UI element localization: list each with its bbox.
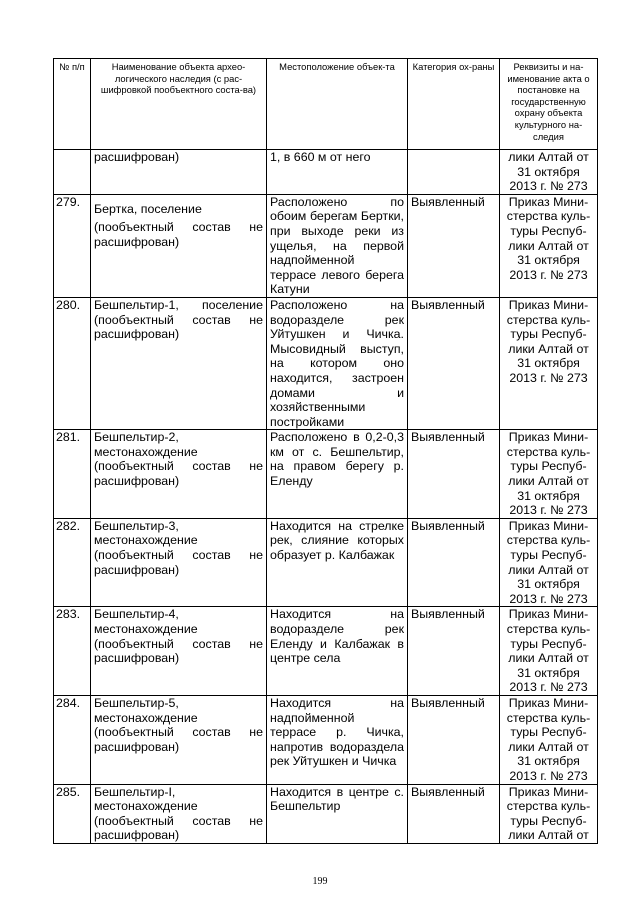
header-name: Наименование объекта архео-логического наследия (с рас-шифровкой пообъектного соста-ва) bbox=[91, 59, 267, 150]
cell-name: Бешпельтир-5, местонахождение (пообъектный состав не расшифрован) bbox=[91, 695, 267, 784]
header-num: № п/п bbox=[54, 59, 91, 150]
cell-name: расшифрован) bbox=[91, 150, 267, 195]
cell-name: Бешпельтир-1, поселение (пообъектный состав не расшифрован) bbox=[91, 297, 267, 429]
cell-requisites: Приказ Мини- стерства куль- туры Респуб- лики Алтай от 31 октября 2013 г. № 273 bbox=[500, 518, 598, 607]
cell-category: Выявленный bbox=[408, 518, 500, 607]
cell-requisites: Приказ Мини- стерства куль- туры Респуб- лики Алтай от 31 октября 2013 г. № 273 bbox=[500, 430, 598, 519]
cell-location: Находится на надпойменной террасе р. Чичка, напротив водораздела рек Уйтушкен и Чичка bbox=[267, 695, 408, 784]
cell-num: 281. bbox=[54, 430, 91, 519]
cell-category: Выявленный bbox=[408, 607, 500, 696]
heritage-objects-table bbox=[53, 58, 598, 844]
cell-category: Выявленный bbox=[408, 695, 500, 784]
cell-num: 284. bbox=[54, 695, 91, 784]
table-row-continuation bbox=[54, 150, 598, 195]
table-row bbox=[54, 430, 598, 519]
cell-location: Находится на стрелке рек, слияние которых образует р. Калбажак bbox=[267, 518, 408, 607]
cell-location: 1, в 660 м от него bbox=[267, 150, 408, 195]
page-number: 199 bbox=[312, 876, 328, 887]
cell-location: Расположено по обоим берегам Бертки, при выходе реки из ущелья, на первой надпойменной террасе левого берега Катуни bbox=[267, 194, 408, 297]
cell-num: 283. bbox=[54, 607, 91, 696]
cell-requisites: Приказ Мини- стерства куль- туры Респуб- лики Алтай от 31 октября 2013 г. № 273 bbox=[500, 194, 598, 297]
cell-requisites: лики Алтай от 31 октября 2013 г. № 273 bbox=[500, 150, 598, 195]
cell-name: Бешпельтир-2, местонахождение (пообъектный состав не расшифрован) bbox=[91, 430, 267, 519]
cell-name: Бешпельтир-I, местонахождение (пообъектный состав не расшифрован) bbox=[91, 784, 267, 843]
cell-requisites: Приказ Мини- стерства куль- туры Респуб- лики Алтай от 31 октября 2013 г. № 273 bbox=[500, 695, 598, 784]
cell-location: Находится в центре с. Бешпельтир bbox=[267, 784, 408, 843]
cell-category: Выявленный bbox=[408, 784, 500, 843]
cell-location: Расположено на водоразделе рек Уйтушкен и Чичка. Мысовидный выступ, на котором оно находится, застроен домами и хозяйственными постройками bbox=[267, 297, 408, 429]
cell-location: Расположено в 0,2-0,3 км от с. Бешпельтир, на правом берегу р. Еленду bbox=[267, 430, 408, 519]
cell-num: 280. bbox=[54, 297, 91, 429]
header-requisites: Реквизиты и на-именование акта о постановке на государственную охрану объекта культурного на-следия bbox=[500, 59, 598, 150]
cell-num: 279. bbox=[54, 194, 91, 297]
cell-category bbox=[408, 150, 500, 195]
table-row bbox=[54, 194, 598, 297]
cell-num: 282. bbox=[54, 518, 91, 607]
header-category: Категория ох-раны bbox=[408, 59, 500, 150]
cell-requisites: Приказ Мини- стерства куль- туры Респуб- лики Алтай от bbox=[500, 784, 598, 843]
cell-name: Бешпельтир-3, местонахождение (пообъектный состав не расшифрован) bbox=[91, 518, 267, 607]
cell-name: Бешпельтир-4, местонахождение (пообъектный состав не расшифрован) bbox=[91, 607, 267, 696]
cell-category: Выявленный bbox=[408, 297, 500, 429]
cell-name: Бертка, поселение (пообъектный состав не расшифрован) bbox=[91, 194, 267, 297]
cell-category: Выявленный bbox=[408, 194, 500, 297]
cell-requisites: Приказ Мини- стерства куль- туры Респуб- лики Алтай от 31 октября 2013 г. № 273 bbox=[500, 607, 598, 696]
cell-category: Выявленный bbox=[408, 430, 500, 519]
cell-location: Находится на водоразделе рек Еленду и Калбажак в центре села bbox=[267, 607, 408, 696]
table-header-row bbox=[54, 59, 598, 150]
table-row bbox=[54, 518, 598, 607]
cell-num: 285. bbox=[54, 784, 91, 843]
header-location: Местоположение объек-та bbox=[267, 59, 408, 150]
table-row bbox=[54, 695, 598, 784]
table-row bbox=[54, 784, 598, 843]
cell-requisites: Приказ Мини- стерства куль- туры Респуб- лики Алтай от 31 октября 2013 г. № 273 bbox=[500, 297, 598, 429]
table-row bbox=[54, 297, 598, 429]
table-row bbox=[54, 607, 598, 696]
cell-num bbox=[54, 150, 91, 195]
